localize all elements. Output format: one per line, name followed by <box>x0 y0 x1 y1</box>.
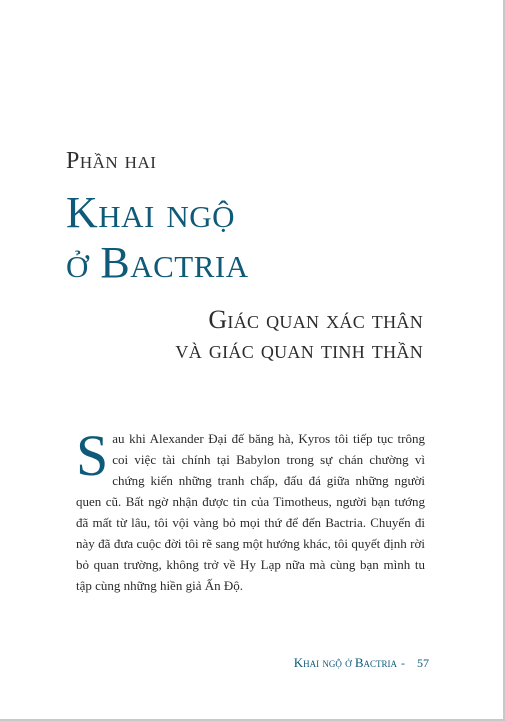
drop-cap: S <box>76 423 109 488</box>
page-footer <box>294 655 429 671</box>
chapter-subtitle-line-1: Giác quan xác thân <box>208 305 423 334</box>
body-paragraph <box>76 423 425 596</box>
part-label: Phần hai <box>66 148 157 174</box>
chapter-title <box>66 188 249 288</box>
footer-separator: - <box>401 656 405 670</box>
chapter-subtitle <box>175 305 423 365</box>
paragraph-text: au khi Alexander Đại đế băng hà, Kyros tôi tiếp tục trông coi việc tài chính tại Babylon trong sự chán chường vì chứng kiến những tranh chấp, đấu đá giữa những người quen cũ. Bất ngờ nhận được tin của Timotheus, người bạn tướng đã mất từ lâu, tôi vội vàng bỏ mọi thứ để đến Bactria. Chuyến đi này đã đưa cuộc đời tôi rẽ sang một hướng khác, tôi quyết định rời bỏ quan trường, không trở về Hy Lạp nữa mà cùng bạn mình tu tập cùng những hiền giả Ấn Độ. <box>76 431 425 593</box>
running-title: Khai ngộ ở Bactria <box>293 655 397 670</box>
chapter-title-line-2: ở Bactria <box>66 238 249 287</box>
page-number: 57 <box>417 656 429 670</box>
chapter-subtitle-line-2: và giác quan tinh thần <box>175 335 423 364</box>
chapter-title-line-1: Khai ngộ <box>66 188 236 237</box>
